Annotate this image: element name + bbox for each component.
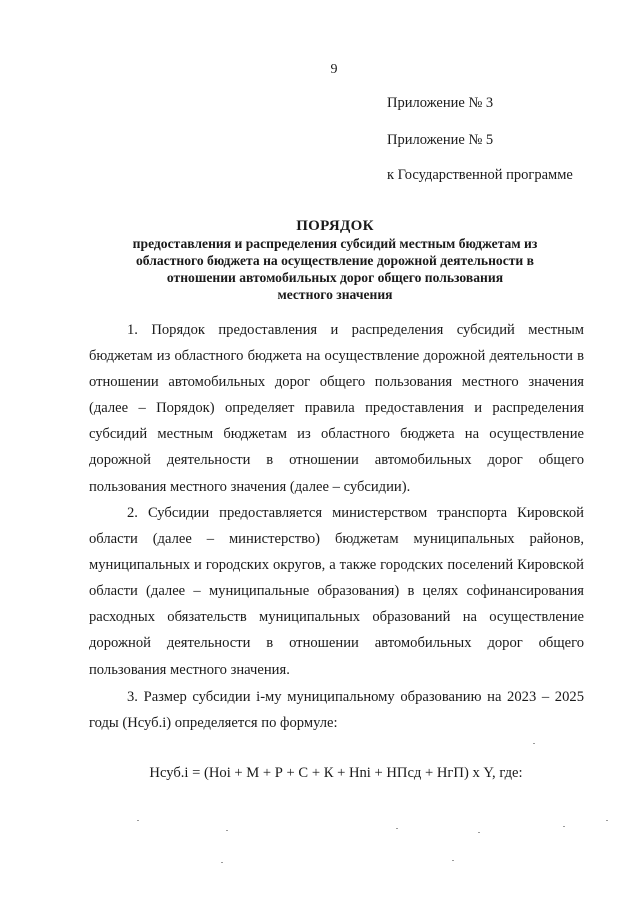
page-number: 9 (330, 62, 338, 77)
scan-speck (533, 743, 535, 744)
paragraph-3: 3. Размер субсидии i-му муниципальному образованию на 2023 – 2025 годы (Нсуб.i) определяется по формуле: (89, 689, 584, 732)
paragraph-2: 2. Субсидии предоставляется министерством транспорта Кировской области (далее – министерство) бюджетам муниципальных районов, муниципальных и городских округов, а также городских поселений Кировской области (далее – муниципальные образования) в целях софинансирования расходных обязательств муниципальных образований на осуществление дорожной деятельности в отношении автомобильных дорог общего пользования местного значения. (89, 505, 584, 678)
scan-speck (606, 820, 608, 821)
scan-speck (137, 820, 139, 821)
title-line-2: областного бюджета на осуществление дорожной деятельности в (136, 253, 534, 268)
title-line-1: предоставления и распределения субсидий местным бюджетам из (132, 236, 538, 251)
paragraph-1: 1. Порядок предоставления и распределения субсидий местным бюджетам из областного бюджета на осуществление дорожной деятельности в отношении автомобильных дорог общего пользования местного значения (далее – Порядок) определяет правила предоставления и распределения субсидий местным бюджетам из областного бюджета на осуществление дорожной деятельности в отношении автомобильных дорог общего пользования местного значения (далее – субсидии). (89, 322, 584, 495)
scan-speck (226, 830, 228, 831)
scan-speck (563, 826, 565, 827)
appendix-line-1: Приложение № 3 (387, 95, 494, 111)
document-title (100, 217, 570, 303)
title-line-3: отношении автомобильных дорог общего пользования (166, 270, 504, 285)
appendix-line-2: Приложение № 5 (387, 132, 494, 148)
title-heading: ПОРЯДОК (296, 218, 374, 234)
appendix-line-3: к Государственной программе (387, 167, 573, 183)
formula: Нсуб.i = (Нoi + М + Р + С + К + Нni + НПсд + НгП) х Y, где: (149, 765, 523, 781)
title-line-4: местного значения (277, 287, 393, 302)
scan-speck (478, 832, 480, 833)
scan-speck (396, 828, 398, 829)
scan-speck (452, 860, 454, 861)
scan-speck (221, 862, 223, 863)
